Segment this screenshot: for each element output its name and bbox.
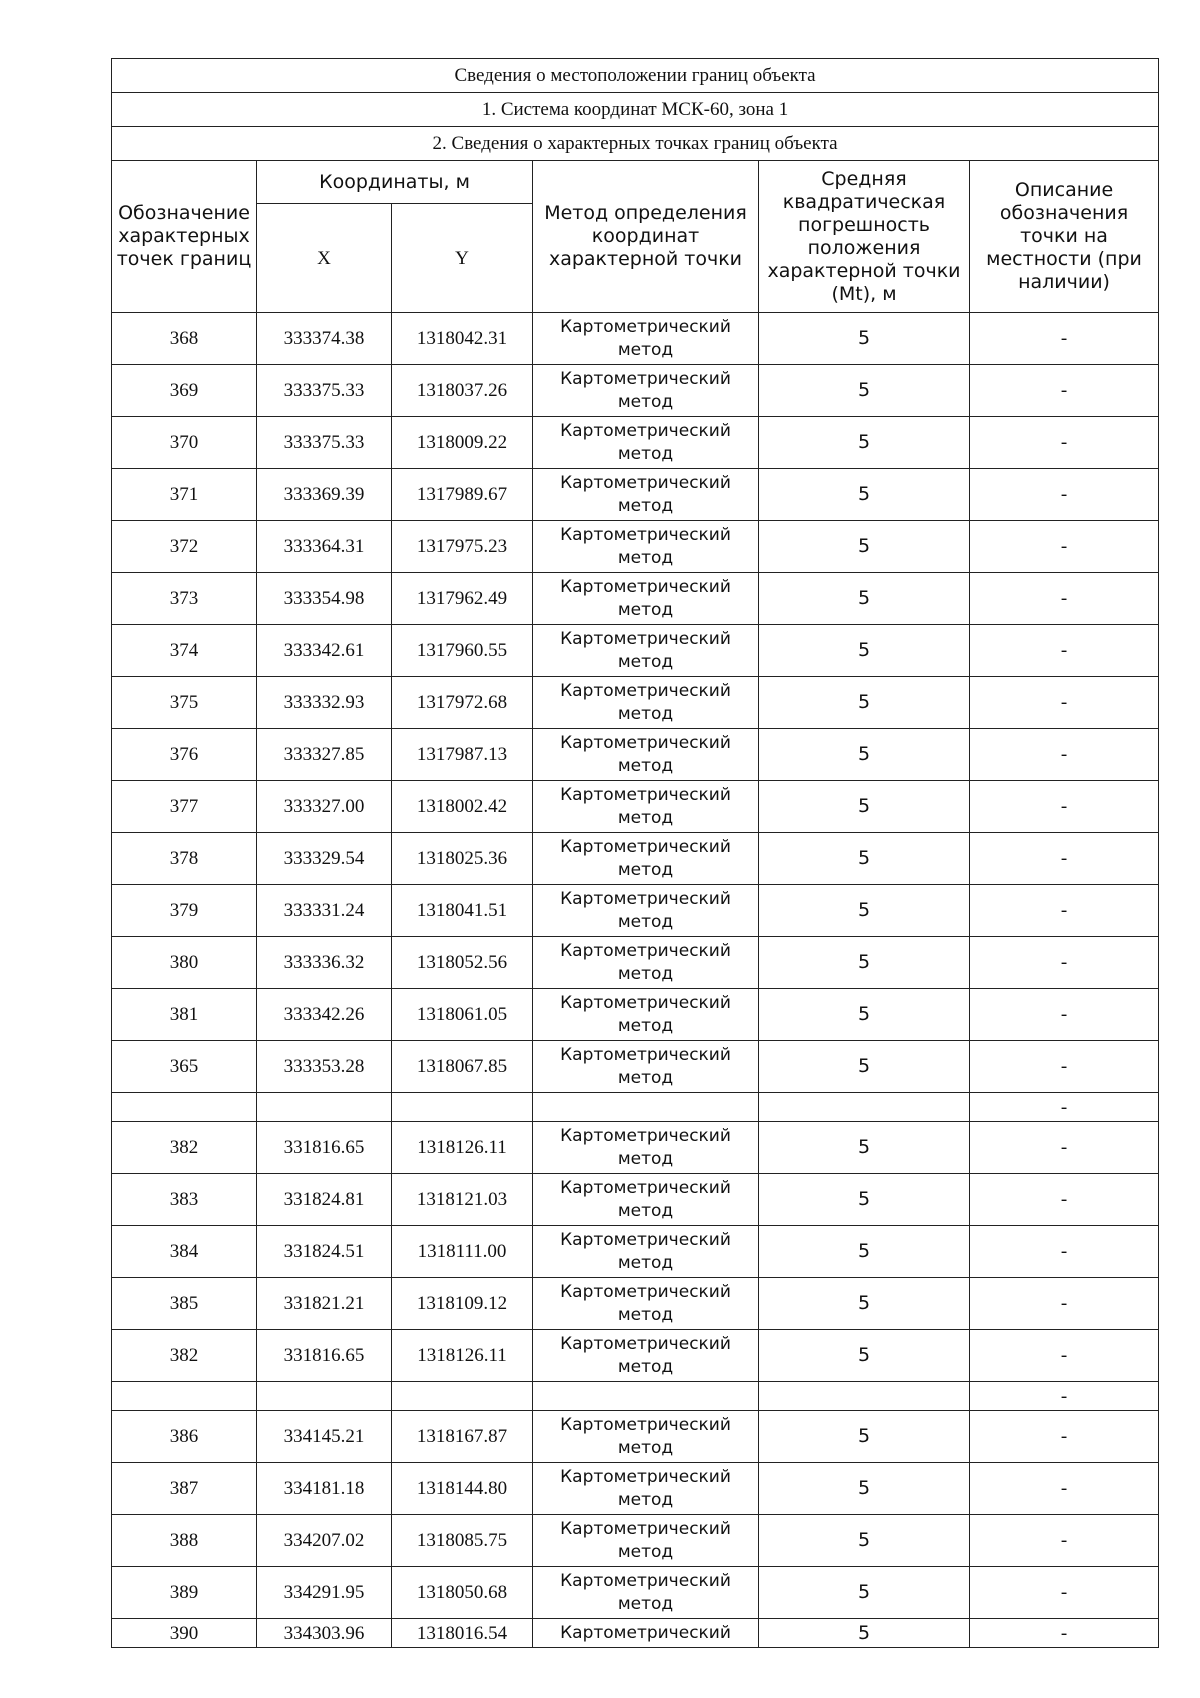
cell-error: 5 [759, 1515, 970, 1567]
cell-x: 331816.65 [257, 1330, 392, 1382]
cell-description: - [970, 1382, 1159, 1411]
cell-error: 5 [759, 833, 970, 885]
cell-x: 334207.02 [257, 1515, 392, 1567]
cell-method [533, 417, 759, 469]
method-line-1: Картометрический [560, 420, 731, 441]
cell-description: - [970, 573, 1159, 625]
cell-point-id: 390 [112, 1619, 257, 1648]
spacer-row [112, 1382, 1159, 1411]
cell-description: - [970, 885, 1159, 937]
method-line-2: метод [617, 1593, 674, 1614]
cell-description: - [970, 1411, 1159, 1463]
cell-description: - [970, 1174, 1159, 1226]
column-header-coordinates: Координаты, м [257, 161, 533, 204]
empty-cell [392, 1093, 533, 1122]
cell-method [533, 833, 759, 885]
cell-error: 5 [759, 573, 970, 625]
cell-method [533, 469, 759, 521]
cell-point-id: 384 [112, 1226, 257, 1278]
cell-y: 1318025.36 [392, 833, 533, 885]
table-row [112, 1515, 1159, 1567]
cell-x: 333369.39 [257, 469, 392, 521]
cell-y: 1318067.85 [392, 1041, 533, 1093]
cell-y: 1318144.80 [392, 1463, 533, 1515]
cell-method [533, 885, 759, 937]
cell-y: 1318052.56 [392, 937, 533, 989]
cell-point-id: 385 [112, 1278, 257, 1330]
cell-error: 5 [759, 729, 970, 781]
cell-error: 5 [759, 1330, 970, 1382]
cell-error: 5 [759, 313, 970, 365]
cell-description: - [970, 1515, 1159, 1567]
method-line-2: метод [617, 443, 674, 464]
method-line-2: метод [617, 1437, 674, 1458]
cell-error: 5 [759, 1567, 970, 1619]
method-line-1: Картометрический [560, 1044, 731, 1065]
cell-x: 333329.54 [257, 833, 392, 885]
empty-cell [257, 1382, 392, 1411]
cell-method [533, 1411, 759, 1463]
method-line-2: метод [617, 391, 674, 412]
method-line-1: Картометрический [560, 1333, 731, 1354]
cell-x: 333336.32 [257, 937, 392, 989]
cell-x: 333364.31 [257, 521, 392, 573]
cell-x: 331824.51 [257, 1226, 392, 1278]
method-line-1: Картометрический [560, 1414, 731, 1435]
cell-y: 1317989.67 [392, 469, 533, 521]
cell-method [533, 1122, 759, 1174]
table-row [112, 1174, 1159, 1226]
table-row [112, 573, 1159, 625]
column-header-point: Обозначение характерных точек границ [112, 161, 257, 313]
cell-x: 334181.18 [257, 1463, 392, 1515]
table-row [112, 1278, 1159, 1330]
cell-x: 333353.28 [257, 1041, 392, 1093]
table-row [112, 1463, 1159, 1515]
cell-method [533, 1226, 759, 1278]
table-row [112, 729, 1159, 781]
method-line-2: метод [617, 807, 674, 828]
cell-method [533, 1463, 759, 1515]
cell-method [533, 1174, 759, 1226]
cell-y: 1317975.23 [392, 521, 533, 573]
cell-y: 1318042.31 [392, 313, 533, 365]
table-row [112, 833, 1159, 885]
cell-error: 5 [759, 625, 970, 677]
cell-point-id: 370 [112, 417, 257, 469]
method-line-1: Картометрический [560, 1466, 731, 1487]
cell-y: 1318121.03 [392, 1174, 533, 1226]
cell-x: 331821.21 [257, 1278, 392, 1330]
cell-error: 5 [759, 1174, 970, 1226]
cell-error: 5 [759, 989, 970, 1041]
cell-method [533, 1619, 759, 1648]
method-line-1: Картометрический [560, 1125, 731, 1146]
spacer-row [112, 1093, 1159, 1122]
cell-point-id: 378 [112, 833, 257, 885]
cell-point-id: 389 [112, 1567, 257, 1619]
points-section-title: 2. Сведения о характерных точках границ объекта [112, 127, 1159, 161]
cell-y: 1318126.11 [392, 1122, 533, 1174]
cell-description: - [970, 313, 1159, 365]
cell-x: 334145.21 [257, 1411, 392, 1463]
cell-x: 333327.85 [257, 729, 392, 781]
cell-point-id: 368 [112, 313, 257, 365]
column-header-x: X [257, 204, 392, 313]
cell-error: 5 [759, 365, 970, 417]
cell-description: - [970, 365, 1159, 417]
cell-x: 333342.26 [257, 989, 392, 1041]
cell-method [533, 1278, 759, 1330]
cell-description: - [970, 1041, 1159, 1093]
method-line-2: метод [617, 1067, 674, 1088]
cell-x: 333332.93 [257, 677, 392, 729]
cell-description: - [970, 1278, 1159, 1330]
cell-description: - [970, 1226, 1159, 1278]
cell-x: 333327.00 [257, 781, 392, 833]
table-row [112, 885, 1159, 937]
cell-point-id: 386 [112, 1411, 257, 1463]
cell-point-id: 365 [112, 1041, 257, 1093]
table-row [112, 1567, 1159, 1619]
empty-cell [533, 1093, 759, 1122]
cell-point-id: 381 [112, 989, 257, 1041]
cell-x: 334291.95 [257, 1567, 392, 1619]
cell-point-id: 383 [112, 1174, 257, 1226]
cell-point-id: 371 [112, 469, 257, 521]
cell-point-id: 372 [112, 521, 257, 573]
table-row [112, 417, 1159, 469]
cell-method [533, 989, 759, 1041]
table-row [112, 365, 1159, 417]
method-line-1: Картометрический [560, 472, 731, 493]
cell-x: 333342.61 [257, 625, 392, 677]
cell-y: 1318085.75 [392, 1515, 533, 1567]
table-row [112, 1619, 1159, 1648]
cell-y: 1317960.55 [392, 625, 533, 677]
cell-error: 5 [759, 469, 970, 521]
cell-error: 5 [759, 1411, 970, 1463]
cell-description: - [970, 521, 1159, 573]
method-line-2: метод [617, 1148, 674, 1169]
method-line-2: метод [617, 1489, 674, 1510]
method-line-2: метод [617, 755, 674, 776]
cell-y: 1317972.68 [392, 677, 533, 729]
cell-y: 1318126.11 [392, 1330, 533, 1382]
empty-cell [759, 1382, 970, 1411]
cell-method [533, 1515, 759, 1567]
table-row [112, 781, 1159, 833]
method-line-1: Картометрический [560, 1518, 731, 1539]
method-line-2: метод [617, 1252, 674, 1273]
cell-method [533, 521, 759, 573]
cell-y: 1318041.51 [392, 885, 533, 937]
cell-description: - [970, 1619, 1159, 1648]
empty-cell [257, 1093, 392, 1122]
cell-x: 333374.38 [257, 313, 392, 365]
cell-method [533, 573, 759, 625]
empty-cell [112, 1093, 257, 1122]
table-row [112, 469, 1159, 521]
table-row [112, 521, 1159, 573]
cell-error: 5 [759, 521, 970, 573]
cell-description: - [970, 1463, 1159, 1515]
method-line-1: Картометрический [560, 784, 731, 805]
table-row [112, 625, 1159, 677]
cell-y: 1318109.12 [392, 1278, 533, 1330]
cell-x: 333331.24 [257, 885, 392, 937]
cell-method [533, 781, 759, 833]
method-line-1: Картометрический [560, 1177, 731, 1198]
cell-x: 333354.98 [257, 573, 392, 625]
cell-method [533, 365, 759, 417]
method-line-2: метод [617, 859, 674, 880]
cell-y: 1318009.22 [392, 417, 533, 469]
cell-x: 333375.33 [257, 417, 392, 469]
method-line-2: метод [617, 1015, 674, 1036]
cell-point-id: 377 [112, 781, 257, 833]
method-line-1: Картометрический [560, 1622, 731, 1643]
cell-error: 5 [759, 1619, 970, 1648]
method-line-1: Картометрический [560, 836, 731, 857]
cell-description: - [970, 989, 1159, 1041]
cell-description: - [970, 833, 1159, 885]
cell-point-id: 382 [112, 1122, 257, 1174]
table-row [112, 1041, 1159, 1093]
method-line-2: метод [617, 651, 674, 672]
cell-description: - [970, 729, 1159, 781]
cell-method [533, 313, 759, 365]
method-line-1: Картометрический [560, 888, 731, 909]
table-title: Сведения о местоположении границ объекта [112, 59, 1159, 93]
table-row [112, 937, 1159, 989]
cell-description: - [970, 625, 1159, 677]
cell-error: 5 [759, 417, 970, 469]
column-header-method: Метод определения координат характерной точки [533, 161, 759, 313]
method-line-2: метод [617, 547, 674, 568]
cell-point-id: 380 [112, 937, 257, 989]
cell-description: - [970, 1093, 1159, 1122]
cell-description: - [970, 1567, 1159, 1619]
method-line-2: метод [617, 1356, 674, 1377]
method-line-2: метод [617, 911, 674, 932]
cell-point-id: 376 [112, 729, 257, 781]
method-line-2: метод [617, 339, 674, 360]
method-line-1: Картометрический [560, 576, 731, 597]
cell-y: 1318002.42 [392, 781, 533, 833]
cell-y: 1318167.87 [392, 1411, 533, 1463]
cell-method [533, 677, 759, 729]
column-header-description: Описание обозначения точки на местности (при наличии) [970, 161, 1159, 313]
method-line-2: метод [617, 963, 674, 984]
cell-y: 1317987.13 [392, 729, 533, 781]
cell-error: 5 [759, 1041, 970, 1093]
method-line-1: Картометрический [560, 628, 731, 649]
method-line-1: Картометрический [560, 368, 731, 389]
table-row [112, 989, 1159, 1041]
method-line-2: метод [617, 599, 674, 620]
cell-y: 1317962.49 [392, 573, 533, 625]
cell-point-id: 387 [112, 1463, 257, 1515]
cell-error: 5 [759, 937, 970, 989]
cell-description: - [970, 417, 1159, 469]
method-line-2: метод [617, 495, 674, 516]
cell-point-id: 388 [112, 1515, 257, 1567]
cell-x: 331816.65 [257, 1122, 392, 1174]
cell-x: 333375.33 [257, 365, 392, 417]
cell-method [533, 729, 759, 781]
table-row [112, 1411, 1159, 1463]
empty-cell [112, 1382, 257, 1411]
cell-error: 5 [759, 781, 970, 833]
cell-point-id: 373 [112, 573, 257, 625]
cell-description: - [970, 677, 1159, 729]
cell-description: - [970, 937, 1159, 989]
method-line-1: Картометрический [560, 680, 731, 701]
cell-y: 1318037.26 [392, 365, 533, 417]
cell-y: 1318111.00 [392, 1226, 533, 1278]
cell-x: 334303.96 [257, 1619, 392, 1648]
table-row [112, 313, 1159, 365]
cell-error: 5 [759, 1463, 970, 1515]
method-line-1: Картометрический [560, 732, 731, 753]
cell-description: - [970, 469, 1159, 521]
method-line-2: метод [617, 1200, 674, 1221]
method-line-2: метод [617, 703, 674, 724]
cell-point-id: 375 [112, 677, 257, 729]
method-line-1: Картометрический [560, 992, 731, 1013]
boundary-points-table [111, 58, 1159, 1648]
table-row [112, 1122, 1159, 1174]
cell-description: - [970, 1330, 1159, 1382]
empty-cell [392, 1382, 533, 1411]
cell-y: 1318016.54 [392, 1619, 533, 1648]
cell-point-id: 379 [112, 885, 257, 937]
empty-cell [533, 1382, 759, 1411]
cell-method [533, 937, 759, 989]
table-row [112, 1330, 1159, 1382]
cell-error: 5 [759, 885, 970, 937]
method-line-1: Картометрический [560, 940, 731, 961]
method-line-1: Картометрический [560, 1229, 731, 1250]
cell-error: 5 [759, 1278, 970, 1330]
cell-error: 5 [759, 677, 970, 729]
cell-point-id: 374 [112, 625, 257, 677]
cell-y: 1318050.68 [392, 1567, 533, 1619]
table-row [112, 1226, 1159, 1278]
cell-method [533, 625, 759, 677]
method-line-1: Картометрический [560, 1281, 731, 1302]
method-line-2: метод [617, 1541, 674, 1562]
method-line-1: Картометрический [560, 524, 731, 545]
cell-method [533, 1330, 759, 1382]
cell-method [533, 1567, 759, 1619]
cell-y: 1318061.05 [392, 989, 533, 1041]
empty-cell [759, 1093, 970, 1122]
cell-point-id: 382 [112, 1330, 257, 1382]
method-line-1: Картометрический [560, 316, 731, 337]
coordinate-system: 1. Система координат МСК-60, зона 1 [112, 93, 1159, 127]
cell-error: 5 [759, 1122, 970, 1174]
cell-description: - [970, 1122, 1159, 1174]
column-header-error: Средняя квадратическая погрешность положения характерной точки (Mt), м [759, 161, 970, 313]
method-line-2: метод [617, 1304, 674, 1325]
method-line-1: Картометрический [560, 1570, 731, 1591]
cell-error: 5 [759, 1226, 970, 1278]
table-row [112, 677, 1159, 729]
cell-x: 331824.81 [257, 1174, 392, 1226]
cell-method [533, 1041, 759, 1093]
column-header-y: Y [392, 204, 533, 313]
cell-point-id: 369 [112, 365, 257, 417]
cell-description: - [970, 781, 1159, 833]
